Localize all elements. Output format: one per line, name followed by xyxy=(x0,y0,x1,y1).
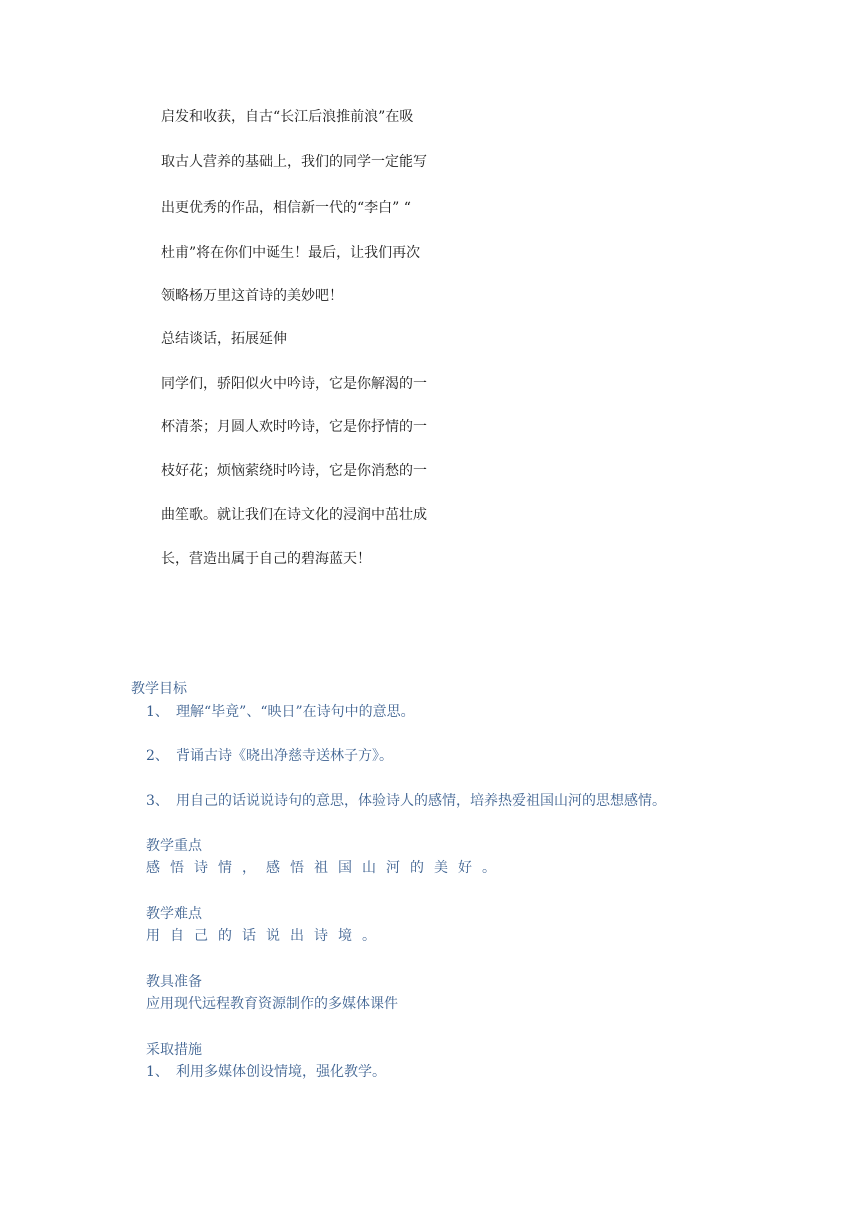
objective-number: 2、 xyxy=(146,748,169,764)
objectives-heading: 教学目标 xyxy=(131,681,187,697)
measure-text: 利用多媒体创设情境，强化教学。 xyxy=(176,1064,386,1080)
materials-heading: 教具准备 xyxy=(146,974,202,990)
measure-item xyxy=(146,1063,386,1081)
objective-text: 用自己的话说说诗句的意思，体验诗人的感情，培养热爱祖国山河的思想感情。 xyxy=(176,793,666,809)
objective-text: 背诵古诗《晓出净慈寺送林子方》。 xyxy=(176,748,393,764)
objective-item xyxy=(146,703,415,721)
key-points-text: 感悟诗情，感悟祖国山河的美好。 xyxy=(146,860,506,876)
body-line: 启发和收获，自古“长江后浪推前浪”在吸 xyxy=(161,109,414,125)
objective-item xyxy=(146,792,666,810)
key-points-heading: 教学重点 xyxy=(146,838,202,854)
measure-number: 1、 xyxy=(146,1064,169,1080)
body-line: 领略杨万里这首诗的美妙吧！ xyxy=(161,288,343,304)
materials-text: 应用现代远程教育资源制作的多媒体课件 xyxy=(146,996,398,1012)
objective-number: 3、 xyxy=(146,793,169,809)
body-line: 杜甫”将在你们中诞生！最后，让我们再次 xyxy=(161,245,421,261)
difficulties-heading: 教学难点 xyxy=(146,906,202,922)
measures-heading: 采取措施 xyxy=(146,1042,202,1058)
body-line: 取古人营养的基础上，我们的同学一定能写 xyxy=(161,154,427,170)
body-line: 枝好花；烦恼萦绕时吟诗，它是你消愁的一 xyxy=(161,463,427,479)
body-line: 同学们，骄阳似火中吟诗，它是你解渴的一 xyxy=(161,376,427,392)
body-line: 出更优秀的作品，相信新一代的“李白” “ xyxy=(161,200,411,216)
objective-text: 理解“毕竟”、“映日”在诗句中的意思。 xyxy=(176,704,415,720)
body-line: 曲笙歌。就让我们在诗文化的浸润中茁壮成 xyxy=(161,507,427,523)
body-line: 杯清茶；月圆人欢时吟诗，它是你抒情的一 xyxy=(161,419,427,435)
objective-number: 1、 xyxy=(146,704,169,720)
body-line: 长，营造出属于自己的碧海蓝天！ xyxy=(161,551,371,567)
section-heading-summary: 总结谈话，拓展延伸 xyxy=(161,331,287,347)
difficulties-text: 用自己的话说出诗境。 xyxy=(146,928,386,944)
objective-item xyxy=(146,747,393,765)
